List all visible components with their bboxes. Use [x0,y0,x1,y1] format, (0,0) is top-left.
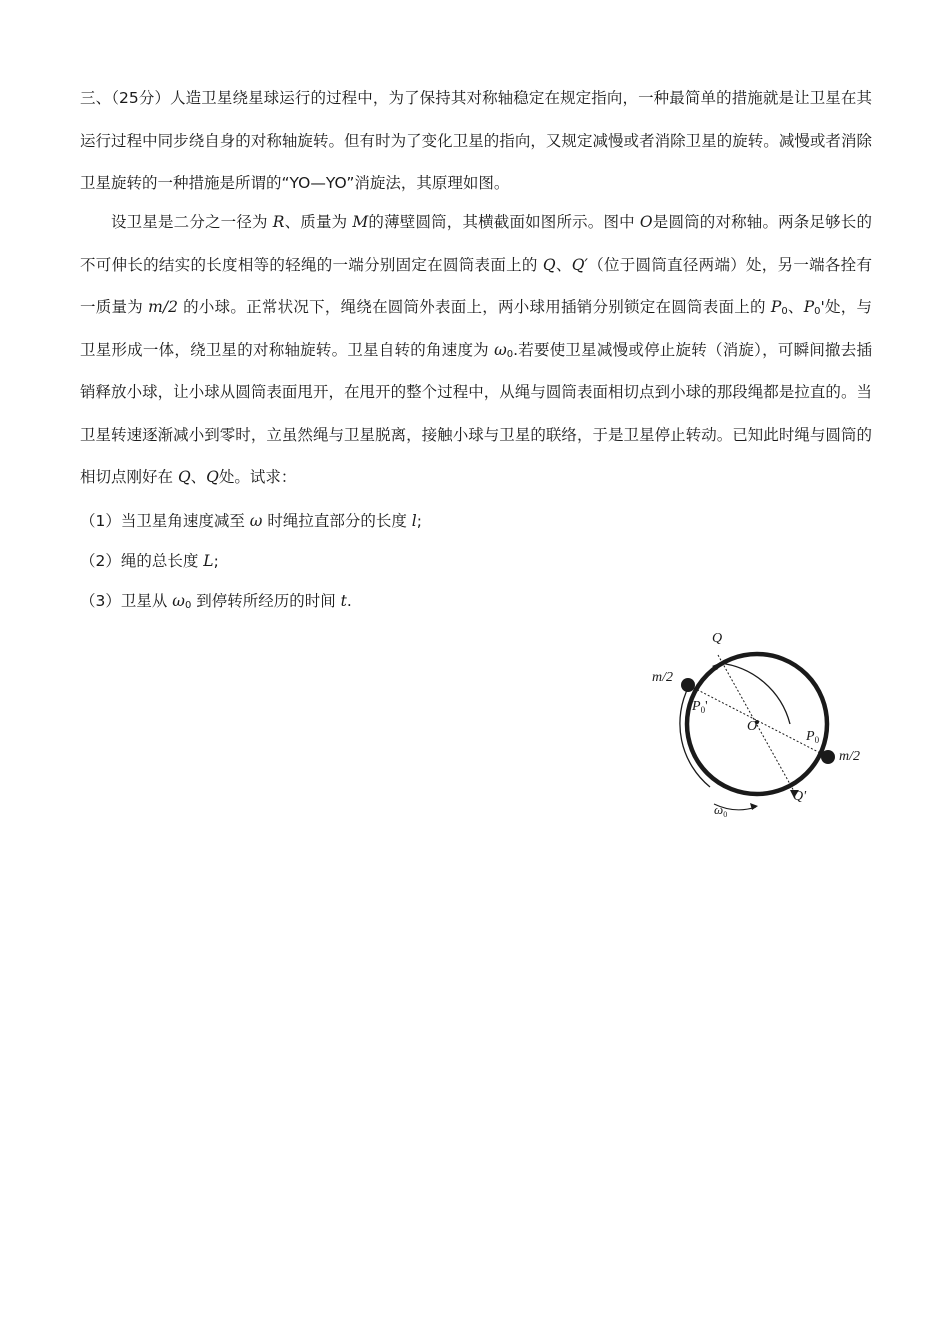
var-L: L [203,552,214,570]
setup-text: 、 [190,468,207,486]
setup-text: （位于圆筒直径两端）处，另一端各拴有一质量为 [80,255,872,316]
var-m-half: m/2 [148,298,178,316]
label-omega0 [714,802,727,819]
question-text: . [346,592,352,610]
question-text: 时绳拉直部分的长度 [262,512,412,530]
var-omega: ω [249,512,263,530]
label-O: O [747,719,758,734]
question-2 [80,551,219,571]
question-1 [80,511,422,531]
label-Qprime: Q' [793,789,807,804]
var-O: O [639,213,653,231]
yoyo-despin-diagram [640,622,880,822]
question-text: （3）卫星从 [80,592,173,610]
var-omega0: ω [494,340,507,359]
line-P0prime-P0 [690,686,828,757]
var-Q: Q [206,468,219,486]
omega-arrow-head [750,803,758,810]
var-Q: Q [177,468,191,486]
question-text: 到停转所经历的时间 [191,592,341,610]
label-sub: 0 [700,705,706,715]
question-text: ; [416,512,422,530]
subscript: 0 [184,600,192,611]
outer-rope-arc [680,663,790,787]
var-omega0: ω [172,592,185,610]
question-text: ; [213,552,219,570]
setup-text: 、质量为 [284,213,353,231]
setup-text: 、 [555,255,572,274]
setup-text: 设卫星是二分之一径为 [111,213,273,231]
subscript: 0 [506,348,514,360]
var-Q: Q [542,255,556,274]
var-R: R [272,213,285,231]
label-omega: ω [714,802,724,817]
label-prime: ' [705,699,708,714]
label-sub: 0 [723,810,728,819]
mass-right [821,750,835,764]
var-Q-prime: Q′ [571,255,588,274]
setup-text: 是圆筒的对称轴。两条足够长的不可伸长的结实的长度相等的轻绳的一端分别固定在圆筒表面上的 [80,213,872,274]
label-Q: Q [712,631,723,646]
setup-text: 的小球。正常状况下，绳绕在圆筒外表面上，两小球用插销分别锁定在圆筒表面上的 [177,298,771,316]
label-P: P [692,699,701,714]
label-P: P [806,729,815,744]
label-P0prime [691,699,708,715]
setup-text: '处，与卫星形成一体，绕卫星的对称轴旋转。卫星自转的角速度为 [80,298,872,359]
setup-text: .若要使卫星减慢或停止旋转（消旋），可瞬间撤去插销释放小球，让小球从圆筒表面甩开，在甩开的整个过程中，从绳与圆筒表面相切点到小球的那段绳都是拉直的。当卫星转速逐渐减小到零时，立虽然绳与卫星脱离，接触小球与卫星的联络，于是卫星停止转动。已知此时绳与圆筒的相切点刚好在 [80,340,872,486]
question-text: （1）当卫星角速度减至 [80,512,250,530]
question-text: （2）绳的总长度 [80,552,204,570]
setup-text: 的薄壁圆筒，其横截面如图所示。图中 [368,213,640,231]
problem-setup [80,201,872,499]
subscript: 0 [814,306,821,317]
intro-text: 三、（25分）人造卫星绕星球运行的过程中，为了保持其对称轴稳定在规定指向，一种最简单的措施就是让卫星在其运行过程中同步绕自身的对称轴旋转。但有时为了变化卫星的指向，又规定减慢或者消除卫星的旋转。减慢或者消除卫星旋转的一种措施是所谓的“YO—YO”消旋法，其原理如图。 [80,89,872,192]
problem-intro [80,77,872,205]
label-m2-right: m/2 [839,749,860,764]
label-sub: 0 [814,735,820,745]
var-P0-prime: P [803,298,815,316]
label-P0 [805,729,820,745]
var-t: t [340,592,347,610]
subscript: 0 [781,306,788,317]
var-l: l [411,512,417,530]
var-P0: P [770,298,782,316]
label-m2-left: m/2 [652,670,673,685]
setup-text: 、 [787,298,804,316]
setup-text: 处。试求： [218,468,297,486]
var-M: M [352,213,369,231]
mass-left [681,678,695,692]
question-3 [80,591,352,611]
